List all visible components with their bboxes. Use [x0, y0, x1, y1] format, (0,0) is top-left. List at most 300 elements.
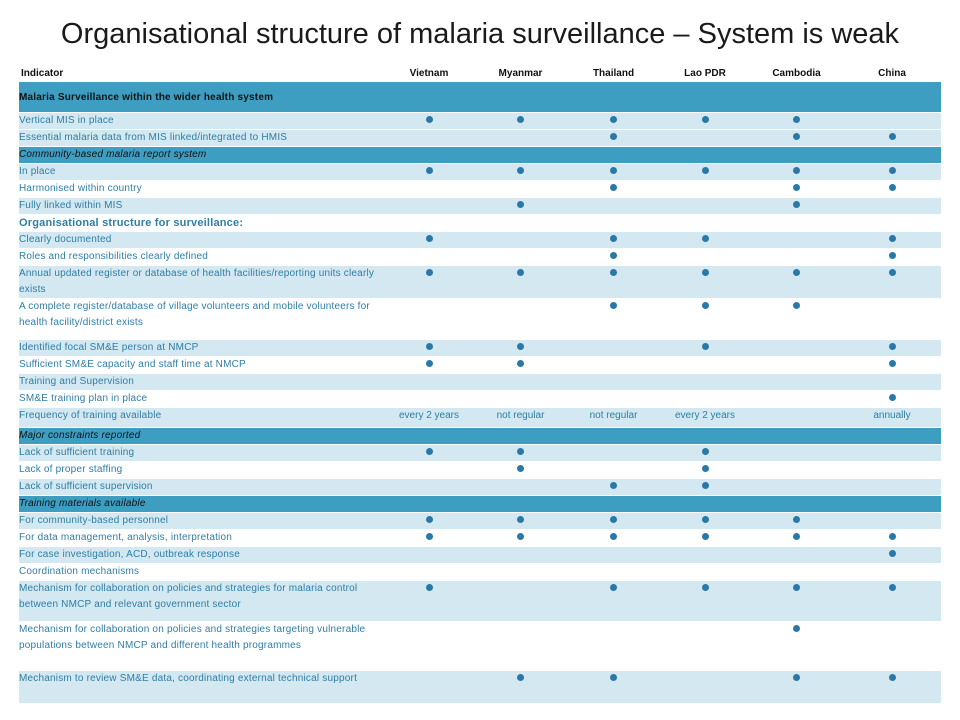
bullet-dot-icon	[702, 448, 709, 455]
table-cell	[660, 340, 750, 357]
table-row	[19, 408, 941, 428]
table-cell	[843, 530, 941, 547]
indicator-label: Lack of sufficient training	[19, 447, 135, 458]
table-cell	[567, 299, 660, 340]
table-cell	[384, 428, 474, 445]
table-row	[19, 249, 941, 266]
indicator-label: Mechanism to review SM&E data, coordinating external technical support	[19, 673, 358, 684]
bullet-dot-icon	[702, 343, 709, 350]
table-cell	[750, 181, 843, 198]
table-cell	[660, 530, 750, 547]
table-cell	[567, 564, 660, 581]
table-cell	[384, 340, 474, 357]
cell-text: every 2 years	[398, 410, 460, 421]
table-cell	[474, 130, 567, 147]
table-cell	[843, 340, 941, 357]
table-row	[19, 181, 941, 198]
table-cell	[750, 671, 843, 704]
table-row	[19, 445, 941, 462]
table-cell	[750, 462, 843, 479]
bullet-dot-icon	[702, 482, 709, 489]
table-cell	[843, 113, 941, 130]
table-cell	[474, 391, 567, 408]
table-row	[19, 391, 941, 408]
bullet-dot-icon	[702, 516, 709, 523]
table-cell	[384, 408, 474, 428]
column-header-lao-pdr: Lao PDR	[660, 66, 750, 83]
bullet-dot-icon	[889, 343, 896, 350]
table-row	[19, 622, 941, 671]
table-cell	[384, 181, 474, 198]
section-row	[19, 83, 941, 113]
table-cell	[384, 266, 474, 299]
table-cell	[567, 513, 660, 530]
table-cell	[843, 130, 941, 147]
table-cell	[660, 496, 750, 513]
indicator-label: Lack of proper staffing	[19, 464, 123, 475]
table-cell	[843, 513, 941, 530]
table-cell	[384, 530, 474, 547]
table-cell	[660, 249, 750, 266]
table-row	[19, 232, 941, 249]
table-cell	[474, 530, 567, 547]
table-body	[19, 83, 941, 704]
table-cell	[660, 428, 750, 445]
bullet-dot-icon	[889, 133, 896, 140]
table-cell	[567, 198, 660, 215]
table-cell	[567, 181, 660, 198]
indicator-label: Essential malaria data from MIS linked/integrated to HMIS	[19, 132, 288, 143]
bullet-dot-icon	[426, 235, 433, 242]
bullet-dot-icon	[702, 465, 709, 472]
table-cell	[750, 130, 843, 147]
bullet-dot-icon	[517, 448, 524, 455]
column-header-china: China	[843, 66, 941, 83]
bullet-dot-icon	[426, 116, 433, 123]
table-cell	[750, 232, 843, 249]
table-cell	[843, 266, 941, 299]
bullet-dot-icon	[610, 269, 617, 276]
bullet-dot-icon	[517, 516, 524, 523]
table-cell	[384, 496, 474, 513]
indicator-label: Malaria Surveillance within the wider health system	[19, 92, 274, 103]
table-cell	[474, 428, 567, 445]
cell-text: not regular	[496, 410, 545, 421]
table-cell	[843, 564, 941, 581]
table-row	[19, 479, 941, 496]
table-cell	[384, 249, 474, 266]
bullet-dot-icon	[702, 167, 709, 174]
table-cell	[843, 547, 941, 564]
column-header-cambodia: Cambodia	[750, 66, 843, 83]
table-cell	[750, 622, 843, 671]
table-cell	[660, 408, 750, 428]
table-cell	[384, 564, 474, 581]
table-cell	[474, 462, 567, 479]
table-cell	[384, 581, 474, 622]
table-cell	[474, 232, 567, 249]
bullet-dot-icon	[793, 133, 800, 140]
table-cell	[474, 198, 567, 215]
table-cell	[567, 408, 660, 428]
table-cell	[843, 391, 941, 408]
table-cell	[843, 581, 941, 622]
table-cell	[567, 445, 660, 462]
column-header-myanmar: Myanmar	[474, 66, 567, 83]
indicator-label: SM&E training plan in place	[19, 393, 148, 404]
bullet-dot-icon	[517, 343, 524, 350]
table-cell	[567, 232, 660, 249]
table-cell	[474, 445, 567, 462]
table-cell	[660, 547, 750, 564]
table-cell	[660, 181, 750, 198]
table-cell	[567, 547, 660, 564]
indicator-label: For case investigation, ACD, outbreak response	[19, 549, 240, 560]
table-cell	[660, 374, 750, 391]
indicator-label: Annual updated register or database of health facilities/reporting units clearly exists	[19, 268, 375, 295]
table-cell	[843, 479, 941, 496]
table-cell	[660, 215, 750, 232]
section-row	[19, 147, 941, 164]
table-cell	[567, 374, 660, 391]
table-row	[19, 547, 941, 564]
table-cell	[384, 299, 474, 340]
table-cell	[567, 147, 660, 164]
table-cell	[567, 340, 660, 357]
table-cell	[567, 622, 660, 671]
bullet-dot-icon	[793, 184, 800, 191]
table-cell	[384, 462, 474, 479]
bullet-dot-icon	[610, 584, 617, 591]
table-cell	[474, 513, 567, 530]
indicator-label: Fully linked within MIS	[19, 200, 123, 211]
indicator-label: Frequency of training available	[19, 410, 162, 421]
table-row	[19, 581, 941, 622]
bullet-dot-icon	[889, 674, 896, 681]
table-cell	[474, 181, 567, 198]
bullet-dot-icon	[426, 448, 433, 455]
table-cell	[384, 622, 474, 671]
table-cell	[474, 564, 567, 581]
bullet-dot-icon	[889, 584, 896, 591]
table-cell	[567, 581, 660, 622]
bullet-dot-icon	[517, 201, 524, 208]
table-cell	[567, 130, 660, 147]
bullet-dot-icon	[889, 533, 896, 540]
section-row	[19, 564, 941, 581]
table-cell	[750, 391, 843, 408]
table-cell	[750, 299, 843, 340]
indicator-table	[19, 66, 941, 704]
bullet-dot-icon	[793, 269, 800, 276]
table-cell	[474, 496, 567, 513]
indicator-label: Identified focal SM&E person at NMCP	[19, 342, 199, 353]
indicator-label: Training and Supervision	[19, 376, 135, 387]
table-cell	[843, 232, 941, 249]
table-cell	[474, 164, 567, 181]
table-cell	[660, 445, 750, 462]
table-cell	[750, 564, 843, 581]
table-row	[19, 266, 941, 299]
table-cell	[567, 83, 660, 113]
table-cell	[567, 357, 660, 374]
table-row	[19, 462, 941, 479]
table-cell	[384, 130, 474, 147]
table-cell	[660, 391, 750, 408]
table-row	[19, 671, 941, 704]
table-cell	[474, 547, 567, 564]
table-cell	[384, 113, 474, 130]
bullet-dot-icon	[426, 167, 433, 174]
table-cell	[843, 181, 941, 198]
bullet-dot-icon	[610, 116, 617, 123]
table-cell	[843, 462, 941, 479]
table-cell	[750, 581, 843, 622]
bullet-dot-icon	[793, 533, 800, 540]
indicator-label: For community-based personnel	[19, 515, 169, 526]
indicator-label: In place	[19, 166, 56, 177]
table-cell	[843, 445, 941, 462]
table-cell	[750, 147, 843, 164]
table-cell	[750, 249, 843, 266]
table-cell	[384, 374, 474, 391]
table-cell	[750, 113, 843, 130]
table-cell	[474, 340, 567, 357]
table-cell	[567, 391, 660, 408]
table-cell	[474, 622, 567, 671]
table-cell	[660, 164, 750, 181]
bullet-dot-icon	[517, 360, 524, 367]
table-cell	[843, 357, 941, 374]
table-cell	[660, 113, 750, 130]
indicator-label: Mechanism for collaboration on policies and strategies for malaria control between NMCP and relevant government sector	[19, 583, 358, 610]
table-cell	[660, 299, 750, 340]
bullet-dot-icon	[889, 167, 896, 174]
table-row	[19, 299, 941, 340]
bullet-dot-icon	[793, 584, 800, 591]
column-header-indicator: Indicator	[19, 66, 384, 83]
table-cell	[843, 215, 941, 232]
table-row	[19, 340, 941, 357]
bullet-dot-icon	[889, 269, 896, 276]
table-cell	[843, 83, 941, 113]
bullet-dot-icon	[889, 252, 896, 259]
bullet-dot-icon	[426, 343, 433, 350]
table-cell	[384, 391, 474, 408]
table-cell	[660, 622, 750, 671]
bullet-dot-icon	[426, 516, 433, 523]
table-cell	[660, 462, 750, 479]
bullet-dot-icon	[517, 116, 524, 123]
table-cell	[750, 513, 843, 530]
table-cell	[567, 215, 660, 232]
table-cell	[843, 671, 941, 704]
table-cell	[750, 445, 843, 462]
slide-title: Organisational structure of malaria surveillance – System is weak	[60, 18, 900, 50]
table-cell	[750, 530, 843, 547]
bullet-dot-icon	[889, 394, 896, 401]
table-cell	[660, 83, 750, 113]
table-cell	[567, 113, 660, 130]
bullet-dot-icon	[889, 550, 896, 557]
bullet-dot-icon	[517, 269, 524, 276]
table-cell	[660, 266, 750, 299]
indicator-label: For data management, analysis, interpretation	[19, 532, 232, 543]
column-header-vietnam: Vietnam	[384, 66, 474, 83]
bullet-dot-icon	[517, 674, 524, 681]
column-header-thailand: Thailand	[567, 66, 660, 83]
table-cell	[750, 547, 843, 564]
table-cell	[750, 164, 843, 181]
bullet-dot-icon	[426, 269, 433, 276]
table-cell	[384, 357, 474, 374]
bullet-dot-icon	[610, 482, 617, 489]
indicator-label: Organisational structure for surveillance:	[19, 217, 244, 229]
table-cell	[567, 671, 660, 704]
table-row	[19, 113, 941, 130]
table-cell	[474, 671, 567, 704]
bullet-dot-icon	[889, 360, 896, 367]
table-header-row	[19, 66, 941, 83]
table-cell	[843, 249, 941, 266]
table-cell	[750, 496, 843, 513]
table-cell	[567, 164, 660, 181]
table-cell	[660, 357, 750, 374]
table-cell	[750, 215, 843, 232]
table-cell	[660, 130, 750, 147]
table-cell	[843, 428, 941, 445]
table-row	[19, 357, 941, 374]
bullet-dot-icon	[426, 584, 433, 591]
table-row	[19, 513, 941, 530]
table-cell	[567, 249, 660, 266]
table-cell	[474, 299, 567, 340]
bullet-dot-icon	[610, 533, 617, 540]
table-cell	[384, 232, 474, 249]
table-cell	[660, 581, 750, 622]
bullet-dot-icon	[426, 360, 433, 367]
indicator-label: Roles and responsibilities clearly defined	[19, 251, 209, 262]
table-cell	[384, 547, 474, 564]
table-cell	[660, 232, 750, 249]
table-cell	[660, 198, 750, 215]
bullet-dot-icon	[793, 625, 800, 632]
table-row	[19, 164, 941, 181]
bullet-dot-icon	[793, 167, 800, 174]
table-cell	[384, 164, 474, 181]
bullet-dot-icon	[610, 674, 617, 681]
table-cell	[474, 479, 567, 496]
bullet-dot-icon	[610, 133, 617, 140]
bullet-dot-icon	[426, 533, 433, 540]
table-cell	[660, 671, 750, 704]
table-cell	[567, 496, 660, 513]
bullet-dot-icon	[702, 235, 709, 242]
section-row	[19, 428, 941, 445]
bullet-dot-icon	[702, 302, 709, 309]
table-cell	[843, 164, 941, 181]
indicator-label: Major constraints reported	[19, 430, 141, 441]
table-cell	[384, 215, 474, 232]
table-cell	[750, 408, 843, 428]
table-cell	[843, 622, 941, 671]
bullet-dot-icon	[610, 516, 617, 523]
table-cell	[474, 249, 567, 266]
table-cell	[474, 83, 567, 113]
table-cell	[843, 299, 941, 340]
table-cell	[384, 671, 474, 704]
indicator-label: Coordination mechanisms	[19, 566, 140, 577]
table-cell	[474, 113, 567, 130]
indicator-label: Lack of sufficient supervision	[19, 481, 153, 492]
table-cell	[843, 198, 941, 215]
indicator-label: Community-based malaria report system	[19, 149, 207, 160]
bullet-dot-icon	[610, 235, 617, 242]
table-cell	[567, 266, 660, 299]
table-cell	[843, 147, 941, 164]
bullet-dot-icon	[610, 252, 617, 259]
indicator-label: Clearly documented	[19, 234, 112, 245]
bullet-dot-icon	[793, 674, 800, 681]
indicator-label: Sufficient SM&E capacity and staff time at NMCP	[19, 359, 246, 370]
table-cell	[843, 496, 941, 513]
bullet-dot-icon	[517, 167, 524, 174]
cell-text: every 2 years	[674, 410, 736, 421]
table-cell	[474, 408, 567, 428]
table-cell	[567, 428, 660, 445]
bullet-dot-icon	[793, 116, 800, 123]
bullet-dot-icon	[702, 584, 709, 591]
table-cell	[660, 564, 750, 581]
bullet-dot-icon	[702, 269, 709, 276]
bullet-dot-icon	[889, 235, 896, 242]
table-cell	[474, 266, 567, 299]
bullet-dot-icon	[793, 201, 800, 208]
table-cell	[660, 147, 750, 164]
table-row	[19, 530, 941, 547]
bullet-dot-icon	[610, 167, 617, 174]
table-cell	[750, 266, 843, 299]
cell-text: not regular	[589, 410, 638, 421]
table-cell	[384, 83, 474, 113]
section-row	[19, 496, 941, 513]
table-row	[19, 198, 941, 215]
bullet-dot-icon	[517, 533, 524, 540]
table-cell	[843, 374, 941, 391]
indicator-label: Vertical MIS in place	[19, 115, 114, 126]
table-cell	[384, 147, 474, 164]
table-cell	[474, 215, 567, 232]
table-cell	[660, 513, 750, 530]
bullet-dot-icon	[793, 302, 800, 309]
table-cell	[750, 198, 843, 215]
indicator-label: A complete register/database of village volunteers and mobile volunteers for health facility/district exists	[19, 301, 370, 328]
table-cell	[750, 357, 843, 374]
bullet-dot-icon	[610, 184, 617, 191]
indicator-label: Training materials available	[19, 498, 146, 509]
indicator-label: Harmonised within country	[19, 183, 142, 194]
bullet-dot-icon	[517, 465, 524, 472]
table-cell	[567, 479, 660, 496]
table-cell	[567, 462, 660, 479]
table-row	[19, 130, 941, 147]
table-cell	[660, 479, 750, 496]
bullet-dot-icon	[702, 533, 709, 540]
table-cell	[384, 513, 474, 530]
bullet-dot-icon	[793, 516, 800, 523]
bullet-dot-icon	[702, 116, 709, 123]
table-cell	[567, 530, 660, 547]
